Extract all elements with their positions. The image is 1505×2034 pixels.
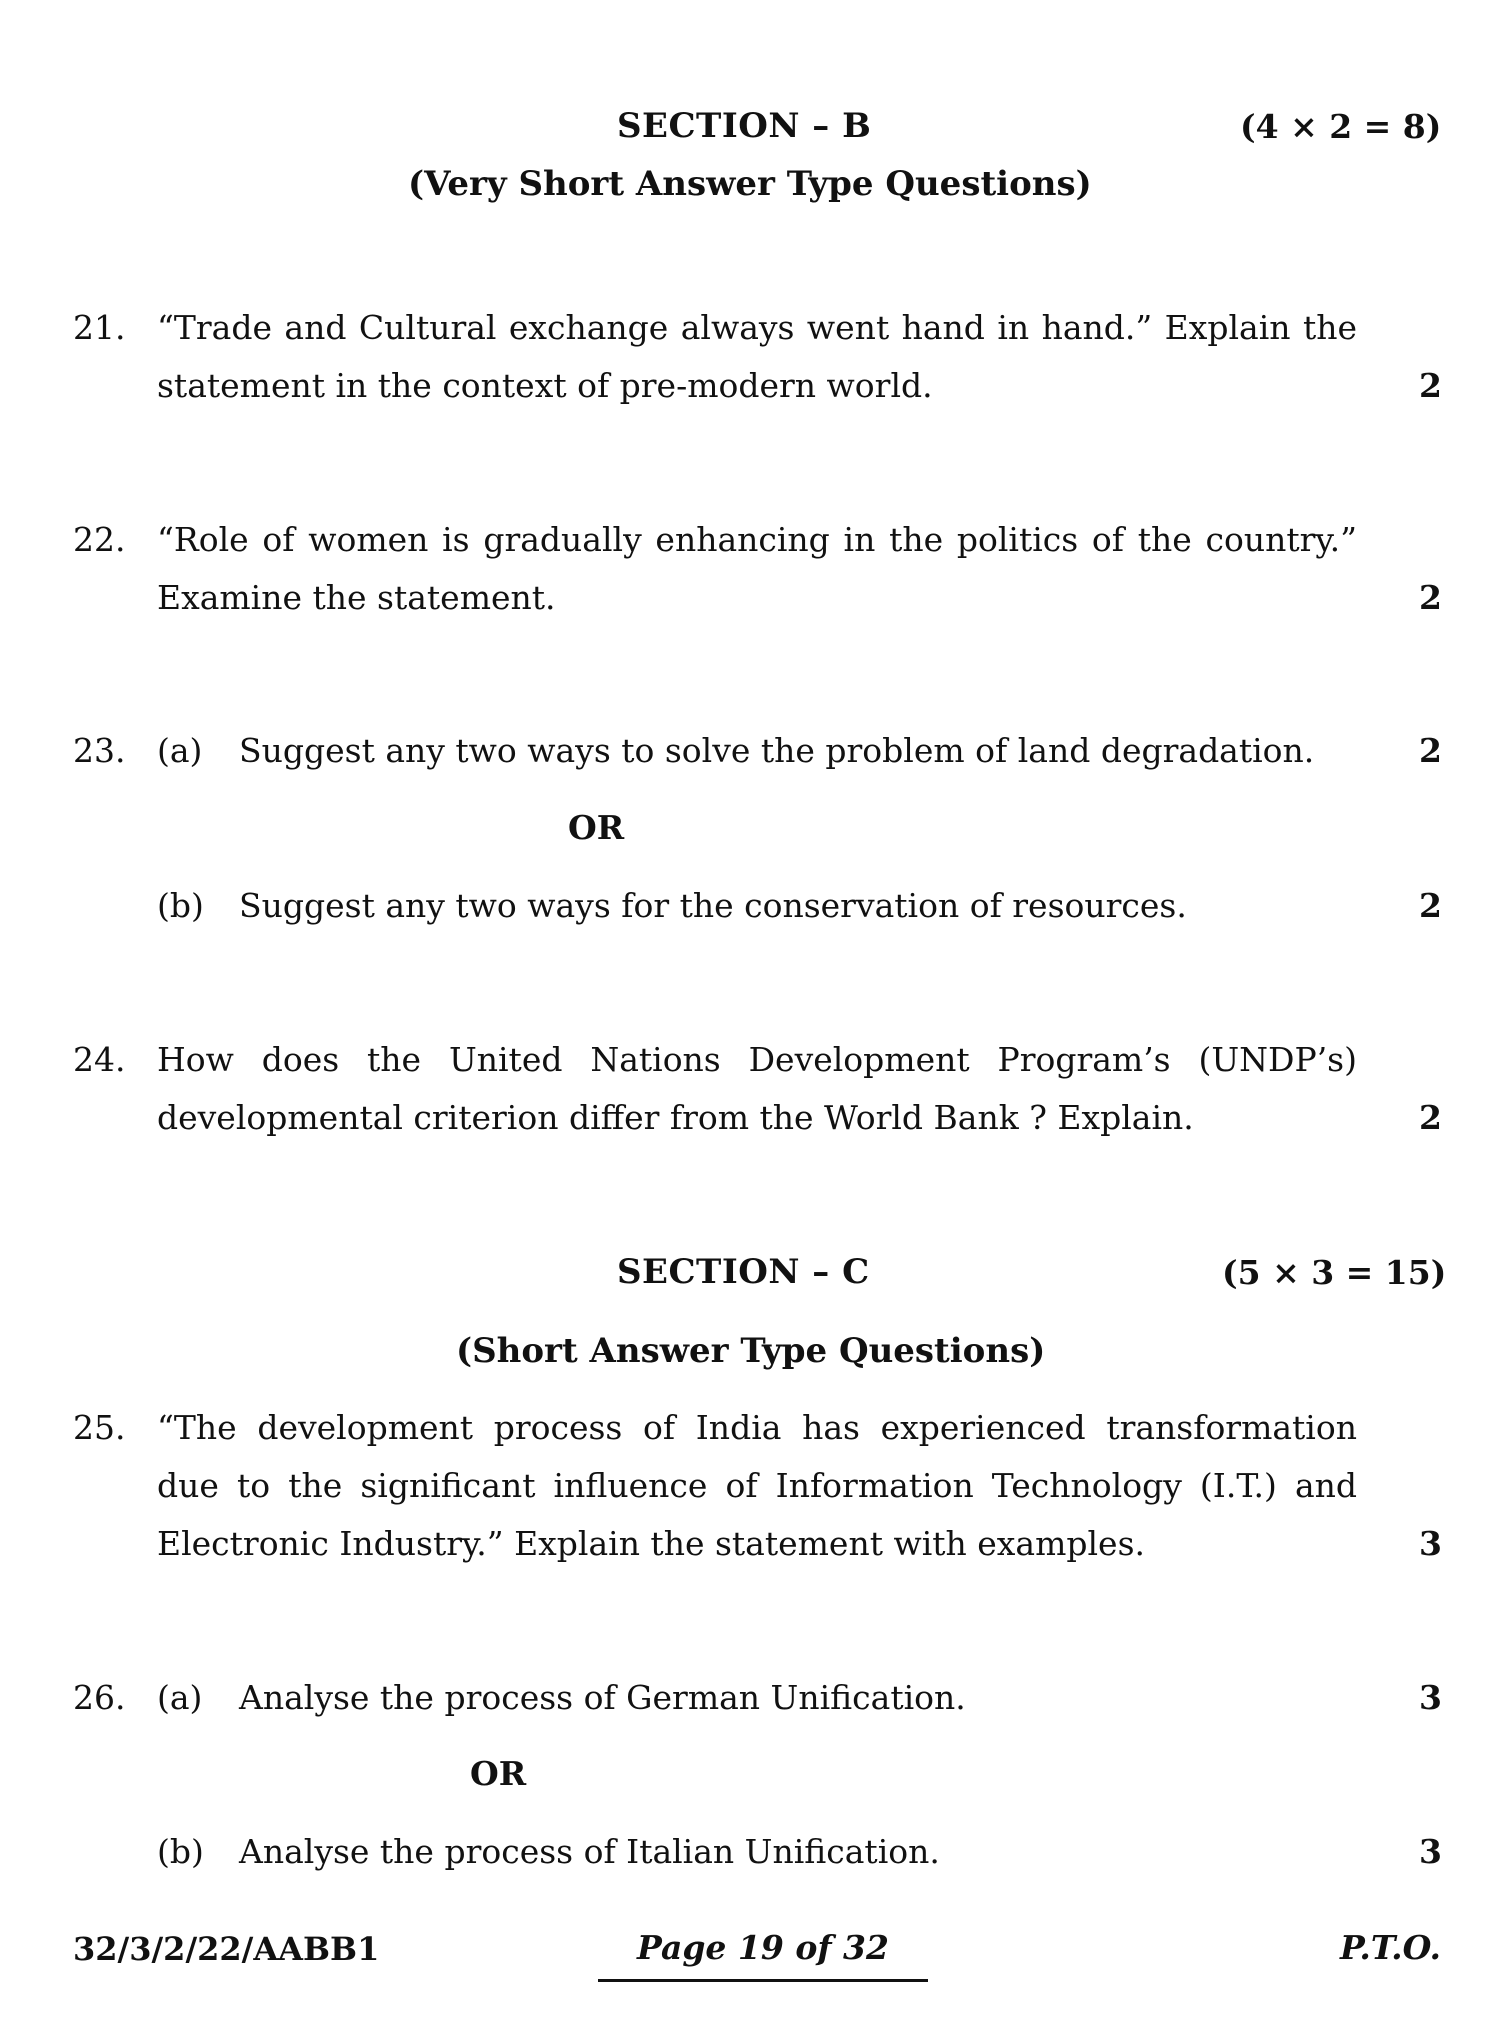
- question-26-a-text: Analyse the process of German Unification.: [239, 1678, 966, 1717]
- question-22-text: “Role of women is gradually enhancing in the politics of the country.” Examine the statement.: [157, 520, 1357, 617]
- question-21-marks: 2: [1419, 366, 1442, 405]
- question-24-marks: 2: [1419, 1098, 1442, 1137]
- question-23-number: 23.: [73, 731, 126, 770]
- question-22-number: 22.: [73, 520, 126, 559]
- section-c-marks: (5 × 3 = 15): [1222, 1253, 1447, 1292]
- question-26-b-text: Analyse the process of Italian Unification.: [239, 1832, 940, 1871]
- question-21-text: “Trade and Cultural exchange always went hand in hand.” Explain the statement in the context of pre-modern world.: [157, 308, 1357, 405]
- question-23-b-marks: 2: [1419, 886, 1442, 925]
- page-number: Page 19 of 32: [637, 1928, 889, 1967]
- paper-code: 32/3/2/22/AABB1: [73, 1930, 380, 1968]
- question-24-text: How does the United Nations Development Program’s (UNDP’s) developmental criterion differ from the World Bank ? Explain.: [157, 1040, 1357, 1137]
- question-23-or: OR: [568, 808, 625, 847]
- question-26-a-label: (a): [157, 1678, 203, 1717]
- question-24-number: 24.: [73, 1040, 126, 1079]
- question-25-marks: 3: [1419, 1524, 1442, 1563]
- section-c-title: SECTION – C: [617, 1252, 870, 1292]
- question-26-a-marks: 3: [1419, 1678, 1442, 1717]
- please-turn-over: P.T.O.: [1340, 1928, 1441, 1967]
- question-23-b-text: Suggest any two ways for the conservation of resources.: [239, 886, 1187, 925]
- question-23-a-text: Suggest any two ways to solve the problem of land degradation.: [239, 731, 1315, 770]
- page-number-underline: [598, 1979, 928, 1982]
- question-23-b-label: (b): [157, 886, 204, 925]
- section-b-title: SECTION – B: [617, 106, 872, 146]
- section-c-subtitle: (Short Answer Type Questions): [456, 1331, 1046, 1371]
- section-b-marks: (4 × 2 = 8): [1240, 107, 1442, 146]
- question-23-a-label: (a): [157, 731, 203, 770]
- question-22-marks: 2: [1419, 578, 1442, 617]
- section-b-subtitle: (Very Short Answer Type Questions): [408, 164, 1092, 204]
- question-25-text: “The development process of India has experienced transformation due to the significant influence of Information Technology (I.T.) and Electronic Industry.” Explain the statement with examples.: [157, 1408, 1357, 1563]
- question-26-b-marks: 3: [1419, 1832, 1442, 1871]
- question-26-or: OR: [470, 1754, 527, 1793]
- question-26-number: 26.: [73, 1678, 126, 1717]
- question-23-a-marks: 2: [1419, 731, 1442, 770]
- question-26-b-label: (b): [157, 1832, 204, 1871]
- question-21-number: 21.: [73, 308, 126, 347]
- question-25-number: 25.: [73, 1408, 126, 1447]
